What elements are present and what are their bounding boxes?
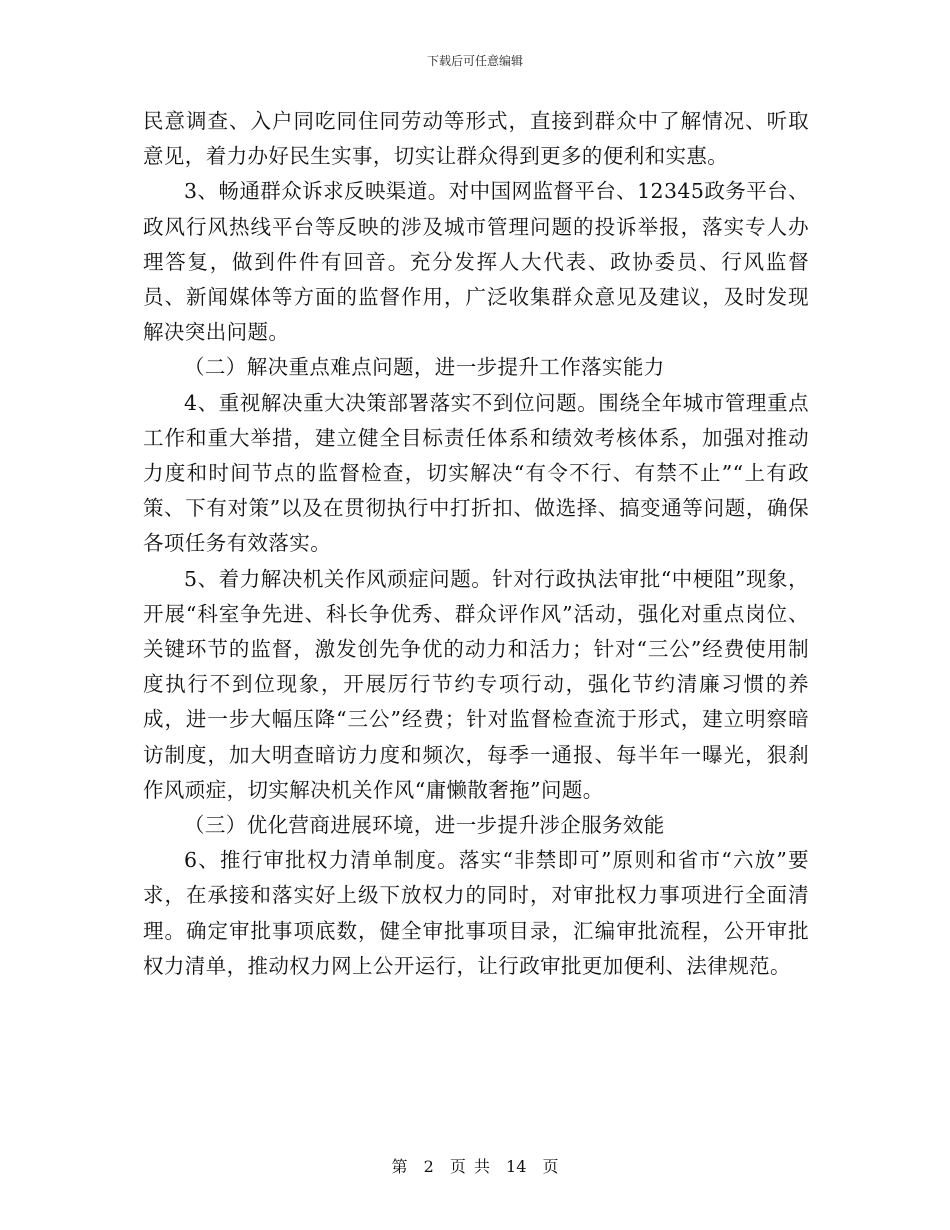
paragraph-item-5: 5、着力解决机关作风顽症问题。针对行政执法审批“中梗阻”现象，开展“科室争先进、科长争优秀、群众评作风”活动，强化对重点岗位、关键环节的监督，激发创先争优的动力和活力；针对“三公”经费使用制度执行不到位现象，开展厉行节约专项行动，强化节约清廉习惯的养成，进一步大幅压降“三公”经费；针对监督检查流于形式，建立明察暗访制度，加大明查暗访力度和频次，每季一通报、每半年一曝光，狠刹作风顽症，切实解决机关作风“庸懒散奢拖”问题。 [143,566,809,802]
section-heading-3: （三）优化营商进展环境，进一步提升涉企服务效能 [184,813,665,838]
page-footer [0,1154,950,1177]
footer-suffix: 页 [542,1157,559,1176]
paragraph-item-4: 4、重视解决重大决策部署落实不到位问题。围绕全年城市管理重点工作和重大举措，建立健全目标责任体系和绩效考核体系，加强对推动力度和时间节点的监督检查，切实解决“有令不行、有禁不止”“上有政策、下有对策”以及在贯彻执行中打折扣、做选择、搞变通等问题，确保各项任务有效落实。 [143,390,809,556]
section-heading-2: （二）解决重点难点问题，进一步提升工作落实能力 [184,355,665,380]
footer-prefix: 第 [391,1157,408,1176]
paragraph-item-6: 6、推行审批权力清单制度。落实“非禁即可”原则和省市“六放”要求，在承接和落实好上级下放权力的同时，对审批权力事项进行全面清理。确定审批事项底数，健全审批事项目录，汇编审批流程，公开审批权力清单，推动权力网上公开运行，让行政审批更加便利、法律规范。 [143,848,809,978]
document-body [143,104,809,984]
footer-middle: 页 共 [449,1157,490,1176]
footer-page-number: 2 [423,1157,434,1176]
paragraph-continuation: 民意调查、入户同吃同住同劳动等形式，直接到群众中了解情况、听取意见，着力办好民生实事，切实让群众得到更多的便利和实惠。 [143,109,809,169]
paragraph-item-3: 3、畅通群众诉求反映渠道。对中国网监督平台、12345政务平台、政风行风热线平台等反映的涉及城市管理问题的投诉举报，落实专人办理答复，做到件件有回音。充分发挥人大代表、政协委员、行风监督员、新闻媒体等方面的监督作用，广泛收集群众意见及建议，及时发现解决突出问题。 [143,179,809,345]
page-header-note: 下载后可任意编辑 [426,54,523,68]
footer-total-pages: 14 [506,1157,527,1176]
